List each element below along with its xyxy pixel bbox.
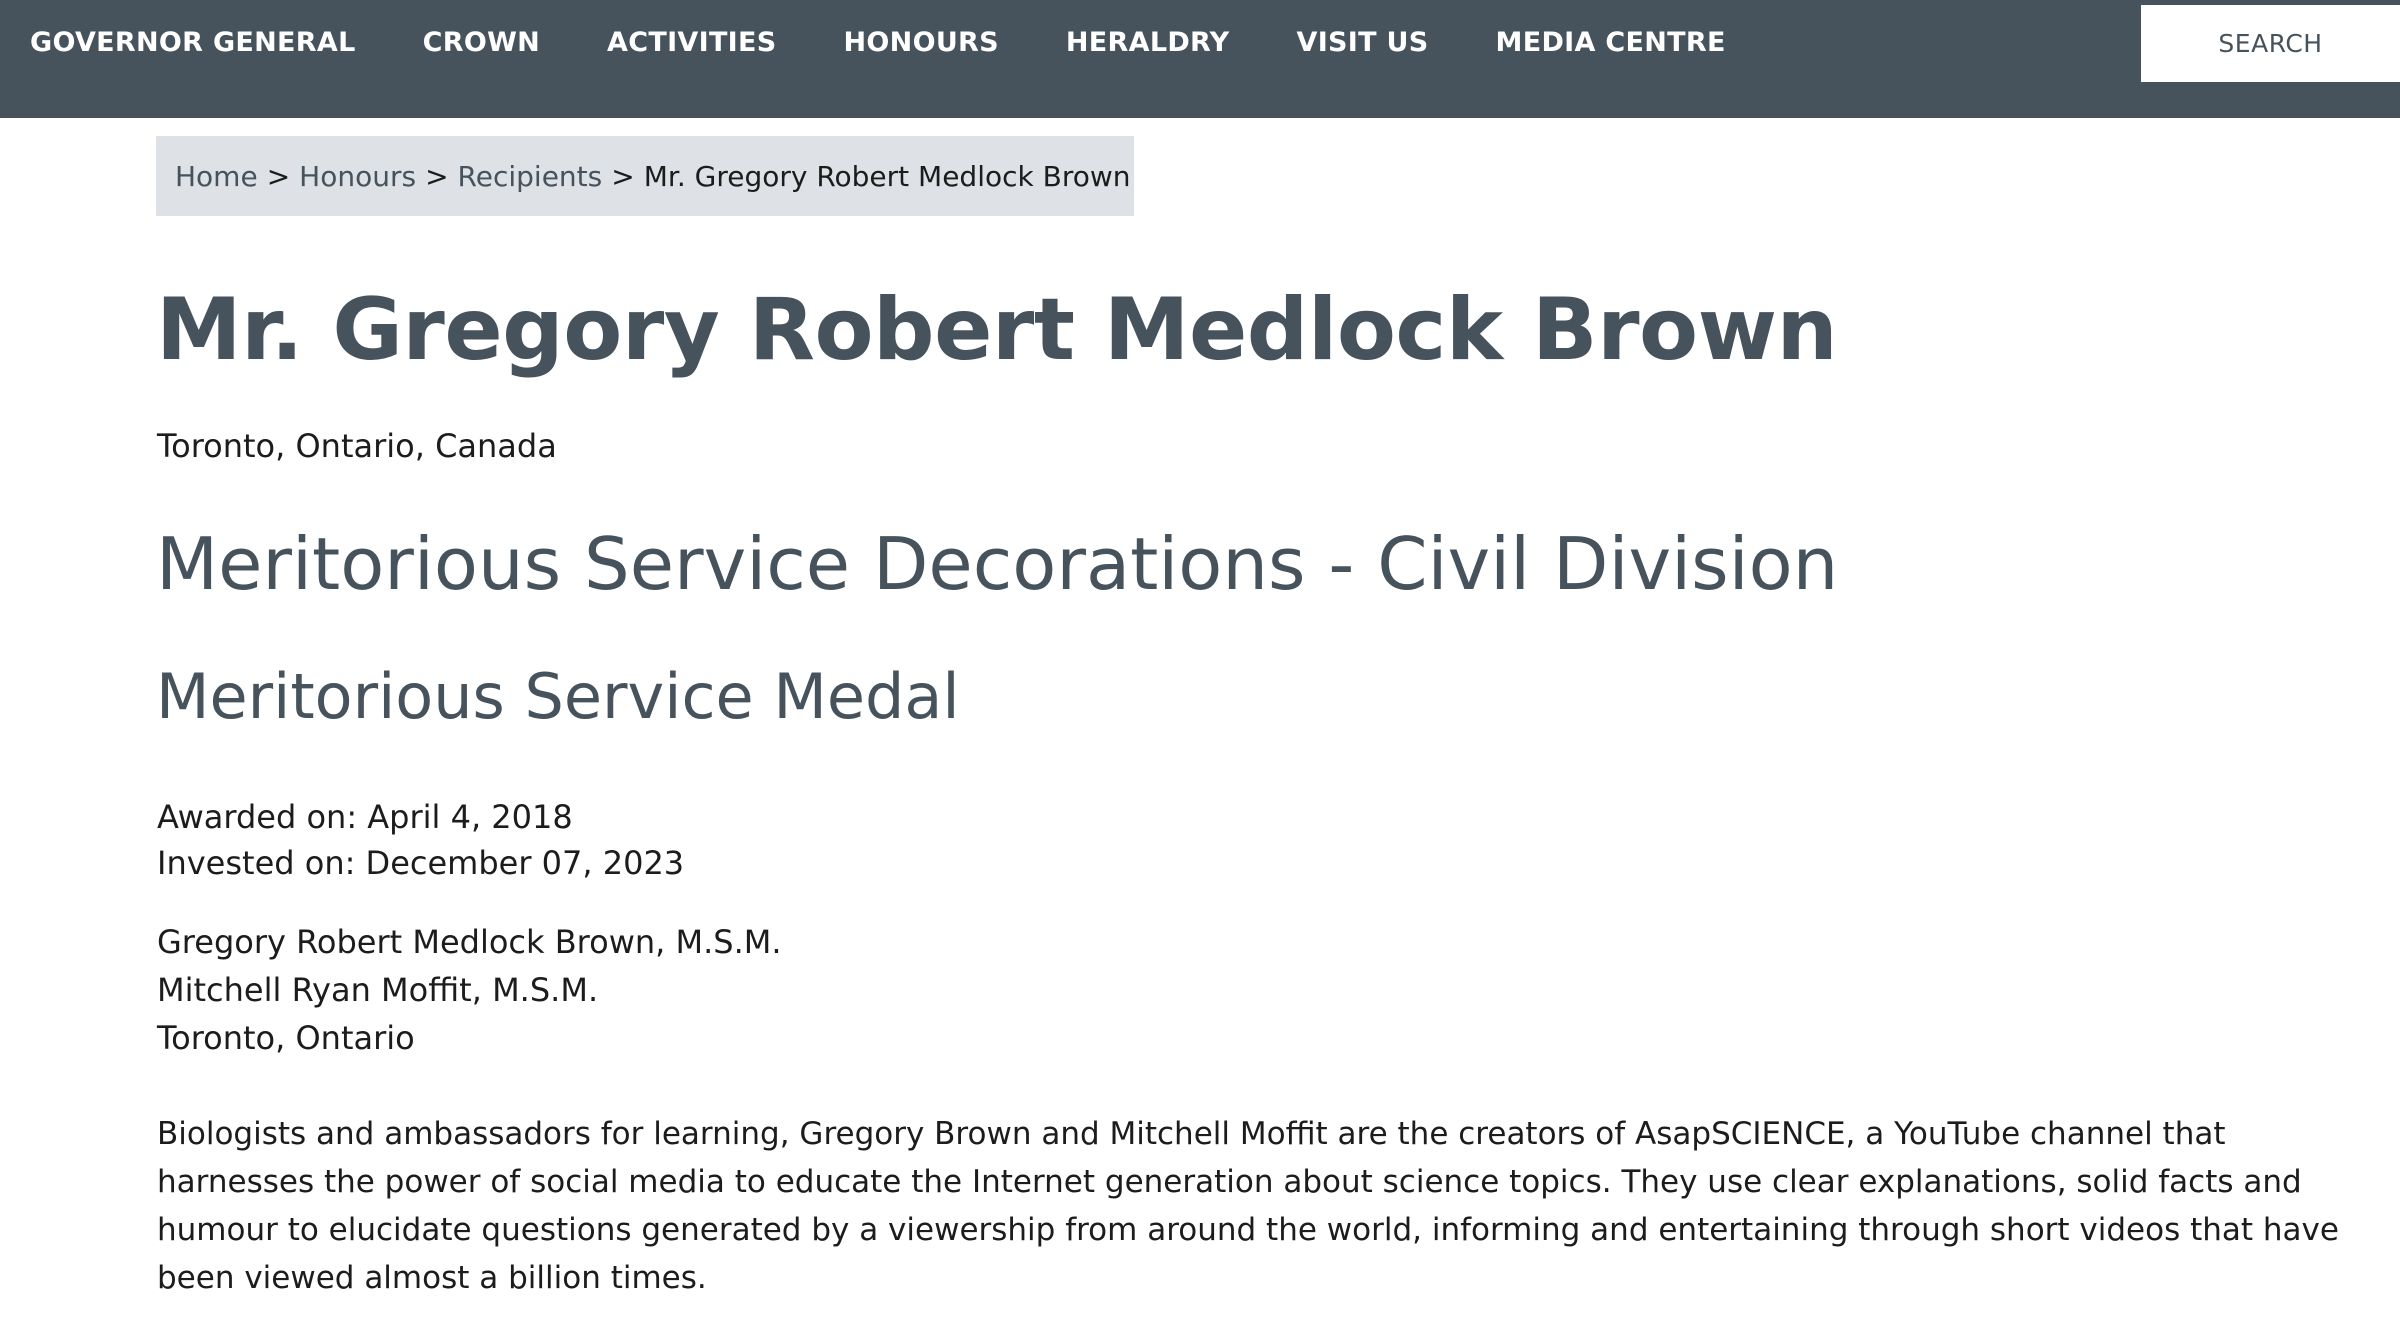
nav-item-governor-general[interactable]: GOVERNOR GENERAL <box>30 26 356 58</box>
search-button[interactable]: SEARCH <box>2141 5 2400 82</box>
breadcrumb <box>156 136 1134 216</box>
breadcrumb-separator: > <box>611 159 635 193</box>
breadcrumb-separator: > <box>425 159 449 193</box>
invested-on-date: Invested on: December 07, 2023 <box>157 844 685 882</box>
award-dates <box>157 794 684 886</box>
nav-item-crown[interactable]: CROWN <box>422 26 541 58</box>
citation-recipient-location: Toronto, Ontario <box>157 1019 415 1057</box>
citation-line: Biologists and ambassadors for learning, Gregory Brown and Mitchell Moffit are the creators of AsapSCIENCE, a YouTube channel that <box>157 1116 2226 1152</box>
honour-name-heading: Meritorious Service Medal <box>156 660 960 733</box>
page-title: Mr. Gregory Robert Medlock Brown <box>156 280 1838 380</box>
citation-recipients <box>157 918 782 1062</box>
main-menu <box>0 0 1793 84</box>
citation-line: harnesses the power of social media to educate the Internet generation about science topics. They use clear explanations, solid facts and <box>157 1164 2302 1200</box>
nav-item-activities[interactable]: ACTIVITIES <box>607 26 777 58</box>
recipient-location: Toronto, Ontario, Canada <box>157 427 557 465</box>
nav-item-honours[interactable]: HONOURS <box>843 26 999 58</box>
breadcrumb-current: Mr. Gregory Robert Medlock Brown <box>643 159 1131 193</box>
citation-line: humour to elucidate questions generated by a viewership from around the world, informing and entertaining through short videos that have <box>157 1212 2339 1248</box>
breadcrumb-separator: > <box>266 159 291 193</box>
awarded-on-date: Awarded on: April 4, 2018 <box>157 798 573 836</box>
breadcrumb-recipients-link[interactable]: Recipients <box>457 159 603 193</box>
citation-text <box>157 1110 2357 1302</box>
citation-recipient-name: Gregory Robert Medlock Brown, M.S.M. <box>157 923 782 961</box>
nav-item-media-centre[interactable]: MEDIA CENTRE <box>1495 26 1726 58</box>
citation-line: been viewed almost a billion times. <box>157 1260 707 1296</box>
nav-item-heraldry[interactable]: HERALDRY <box>1065 26 1230 58</box>
honour-category-heading: Meritorious Service Decorations - Civil Division <box>156 522 1839 606</box>
breadcrumb-honours-link[interactable]: Honours <box>299 159 417 193</box>
nav-item-visit-us[interactable]: VISIT US <box>1296 26 1429 58</box>
top-navigation-bar <box>0 0 2400 118</box>
breadcrumb-home-link[interactable]: Home <box>175 159 258 193</box>
citation-recipient-name: Mitchell Ryan Moffit, M.S.M. <box>157 971 599 1009</box>
